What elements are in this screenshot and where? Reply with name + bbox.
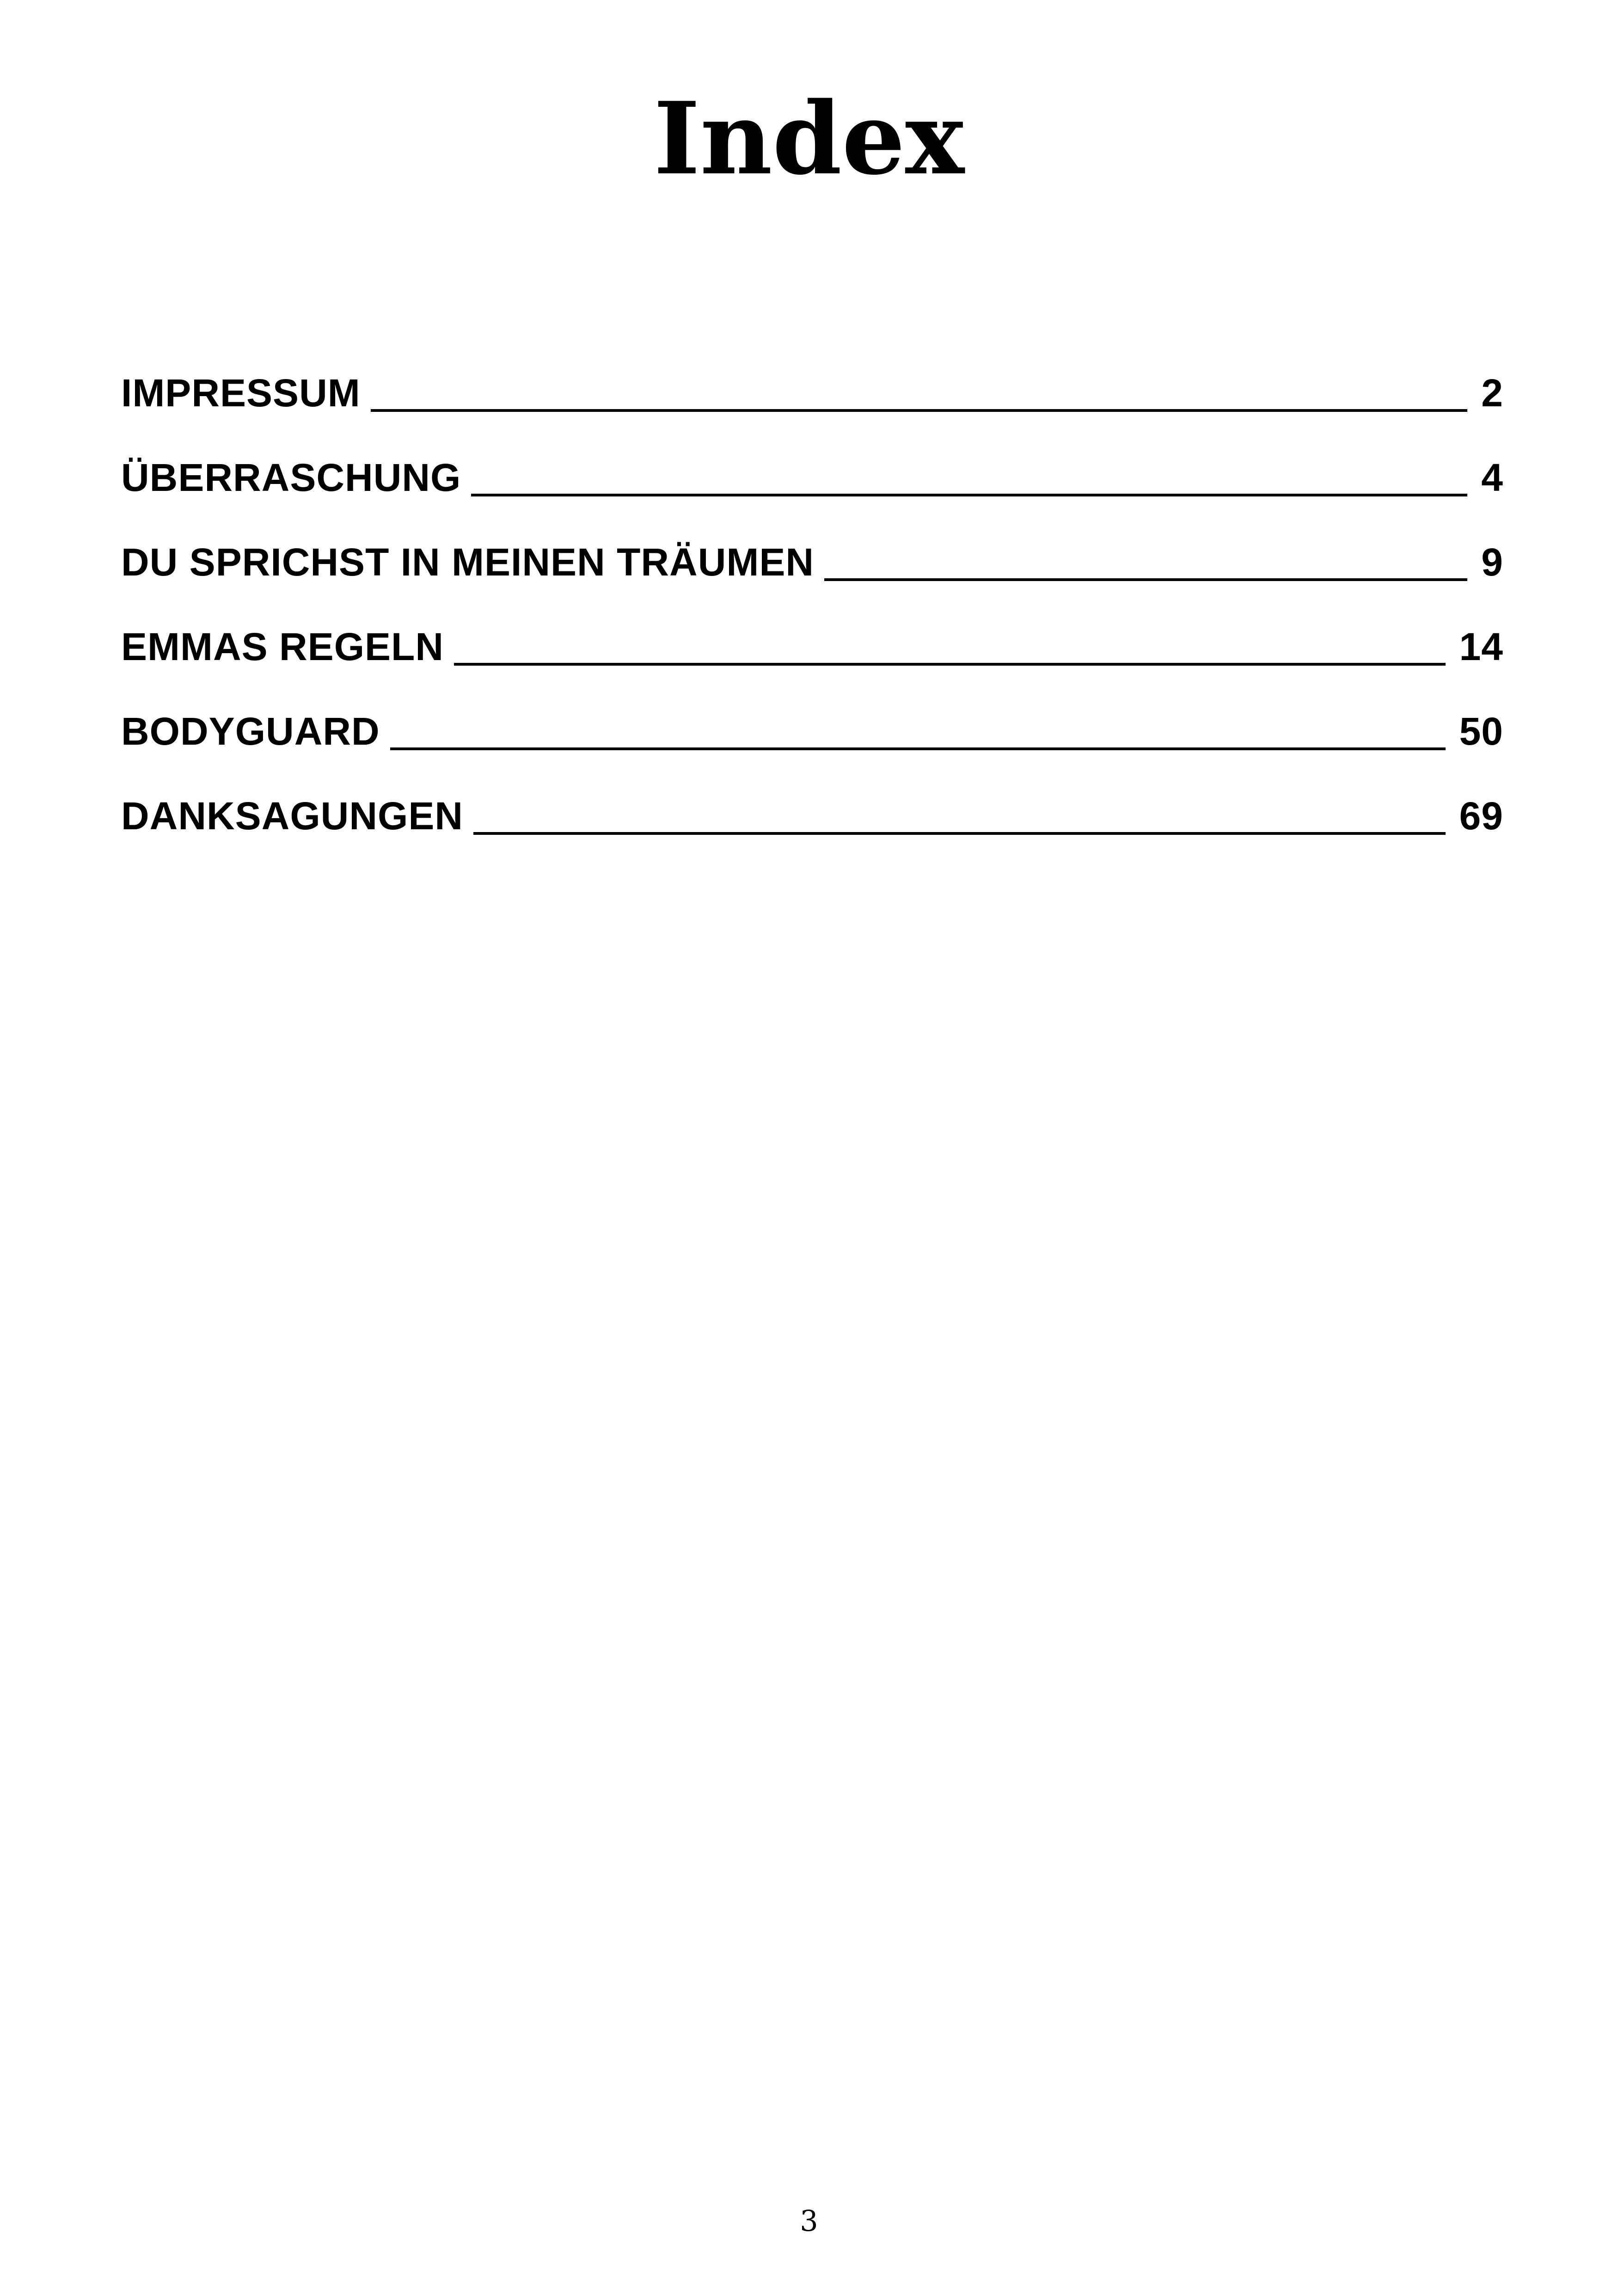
- toc-leader-line: [473, 832, 1446, 835]
- toc-entry-title: IMPRESSUM: [121, 371, 361, 415]
- toc-entry-impressum: [121, 334, 1503, 418]
- toc-entry-title: ÜBERRASCHUNG: [121, 456, 461, 499]
- toc-entry-ueberraschung: [121, 418, 1503, 503]
- toc-leader-line: [454, 663, 1446, 666]
- page-number: 3: [800, 2204, 818, 2238]
- toc-leader-line: [390, 747, 1446, 750]
- toc-leader-line: [471, 494, 1467, 496]
- page-title: Index: [653, 80, 965, 197]
- toc-entry-title: BODYGUARD: [121, 710, 380, 753]
- toc-entry-du-sprichst-in-meinen-traeumen: [121, 503, 1503, 588]
- toc-entry-title: DANKSAGUNGEN: [121, 794, 464, 838]
- toc-leader-line: [371, 409, 1468, 412]
- toc-entry-page: 2: [1481, 371, 1503, 415]
- toc-entry-page: 14: [1459, 625, 1503, 668]
- toc-entry-title: DU SPRICHST IN MEINEN TRÄUMEN: [121, 540, 815, 584]
- toc-entry-emmas-regeln: [121, 588, 1503, 672]
- toc-entry-page: 9: [1481, 540, 1503, 584]
- toc-entry-danksagungen: [121, 757, 1503, 841]
- table-of-contents: [121, 334, 1503, 841]
- toc-leader-line: [824, 578, 1467, 581]
- toc-entry-page: 50: [1459, 710, 1503, 753]
- toc-entry-page: 4: [1481, 456, 1503, 499]
- toc-entry-bodyguard: [121, 672, 1503, 757]
- toc-entry-title: EMMAS REGELN: [121, 625, 444, 668]
- toc-entry-page: 69: [1459, 794, 1503, 838]
